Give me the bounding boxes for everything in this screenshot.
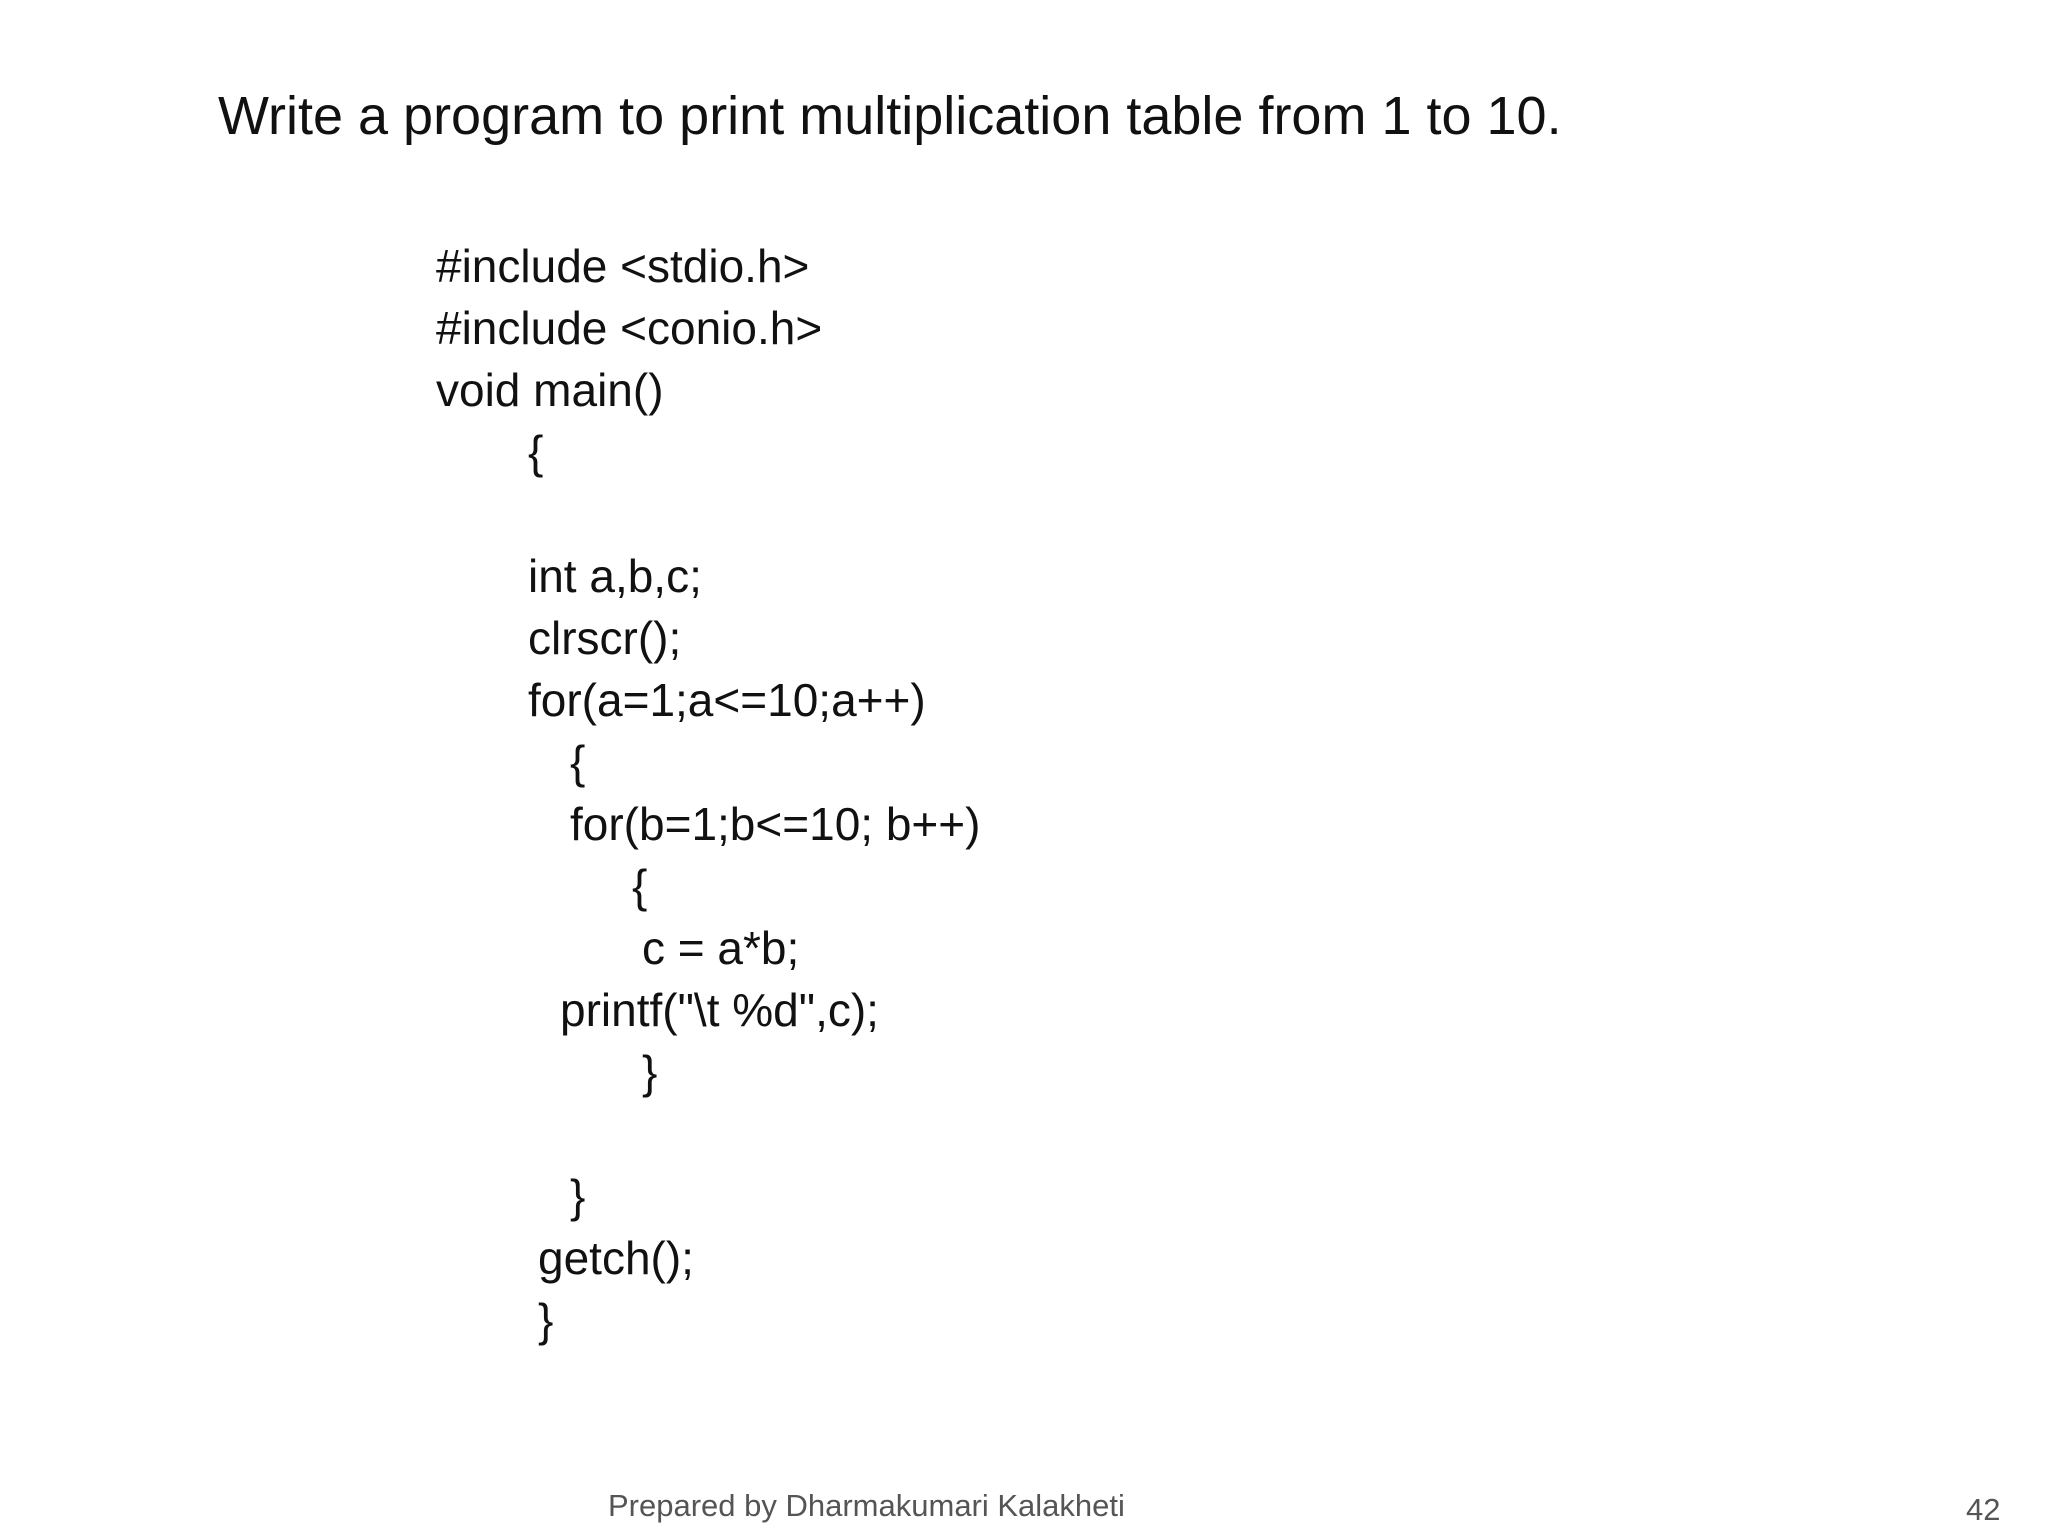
code-line: } [642,1046,658,1098]
code-line: } [570,1170,586,1222]
code-line: for(b=1;b<=10; b++) [570,798,981,850]
footer-credit: Prepared by Dharmakumari Kalakheti [608,1488,1125,1523]
code-line: printf("\t %d",c); [560,984,879,1036]
page-number: 42 [1966,1492,2001,1527]
code-line: int a,b,c; [528,550,702,602]
code-line: #include <stdio.h> [436,240,810,292]
slide-title: Write a program to print multiplication table from 1 to 10. [218,86,1562,146]
code-line: getch(); [538,1232,694,1284]
code-line: c = a*b; [642,922,800,974]
code-line: void main() [436,364,664,416]
code-line: { [570,736,586,788]
code-line: { [632,860,648,912]
code-line: clrscr(); [528,612,682,664]
code-line: { [528,426,544,478]
code-line: #include <conio.h> [436,302,823,354]
code-line: } [538,1294,554,1346]
code-line: for(a=1;a<=10;a++) [528,674,926,726]
